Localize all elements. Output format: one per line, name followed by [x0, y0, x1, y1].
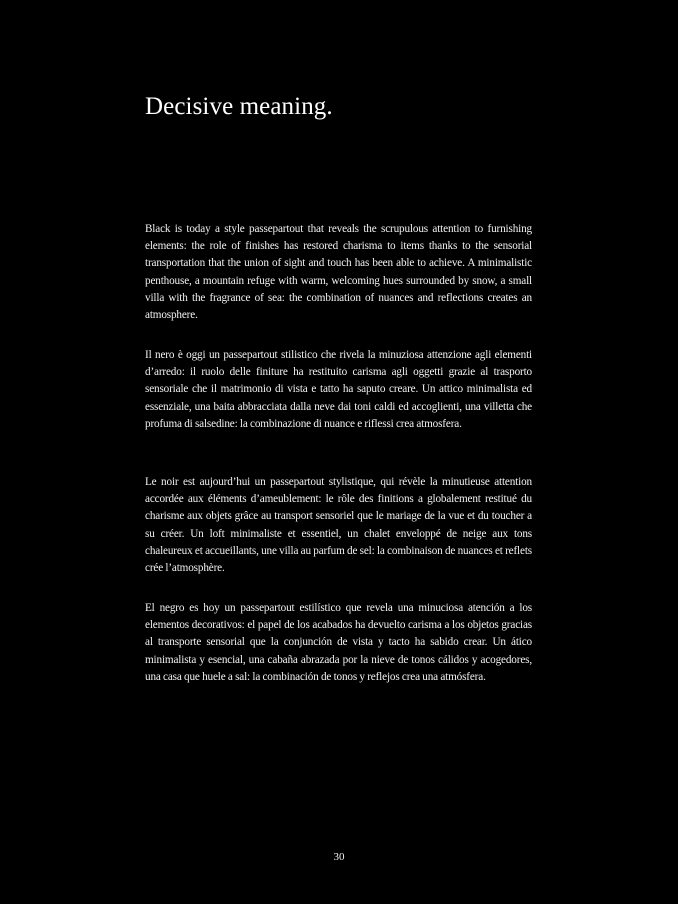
paragraph-spanish: El negro es hoy un passepartout estilístico que revela una minuciosa atención a los elementos decorativos: el papel de los acabados ha devuelto carisma a los objetos gracias al transporte sensorial que la conjunción de vista y tacto ha sabido crear. Un ático minimalista y esencial, una cabaña abrazada por la nieve de tonos cálidos y acogedores, una casa que huele a sal: la combinación de tonos y reflejos crea una atmósfera.: [145, 602, 532, 683]
page-number: 30: [333, 851, 345, 863]
paragraph-italian: Il nero è oggi un passepartout stilistico che rivela la minuziosa attenzione agli elementi d’arredo: il ruolo delle finiture ha restituito carisma agli oggetti grazie al trasporto sensoriale che il matrimonio di vista e tatto ha saputo creare. Un attico minimalista ed essenziale, una baita abbracciata dalla neve dai toni caldi ed accoglienti, una villetta che profuma di salsedine: la combinazione di nuance e riflessi crea atmosfera.: [145, 349, 532, 430]
paragraph-english: Black is today a style passepartout that reveals the scrupulous attention to furnishing elements: the role of finishes has restored charisma to items thanks to the sensorial transportation that the union of sight and touch has been able to achieve. A minimalistic penthouse, a mountain refuge with warm, welcoming hues surrounded by snow, a small villa with the fragrance of sea: the combination of nuances and reflections creates an atmosphere.: [145, 223, 532, 322]
page-title: Decisive meaning.: [145, 93, 333, 120]
paragraph-french: Le noir est aujourd’hui un passepartout stylistique, qui révèle la minutieuse attention accordée aux éléments d’ameublement: le rôle des finitions a globalement restitué du charisme aux objets grâce au transport sensoriel que le mariage de la vue et du toucher a su créer. Un loft minimaliste et essentiel, un chalet enveloppé de neige aux tons chaleureux et accueillants, une villa au parfum de sel: la combinaison de nuances et reflets crée l’atmosphère.: [145, 476, 532, 575]
